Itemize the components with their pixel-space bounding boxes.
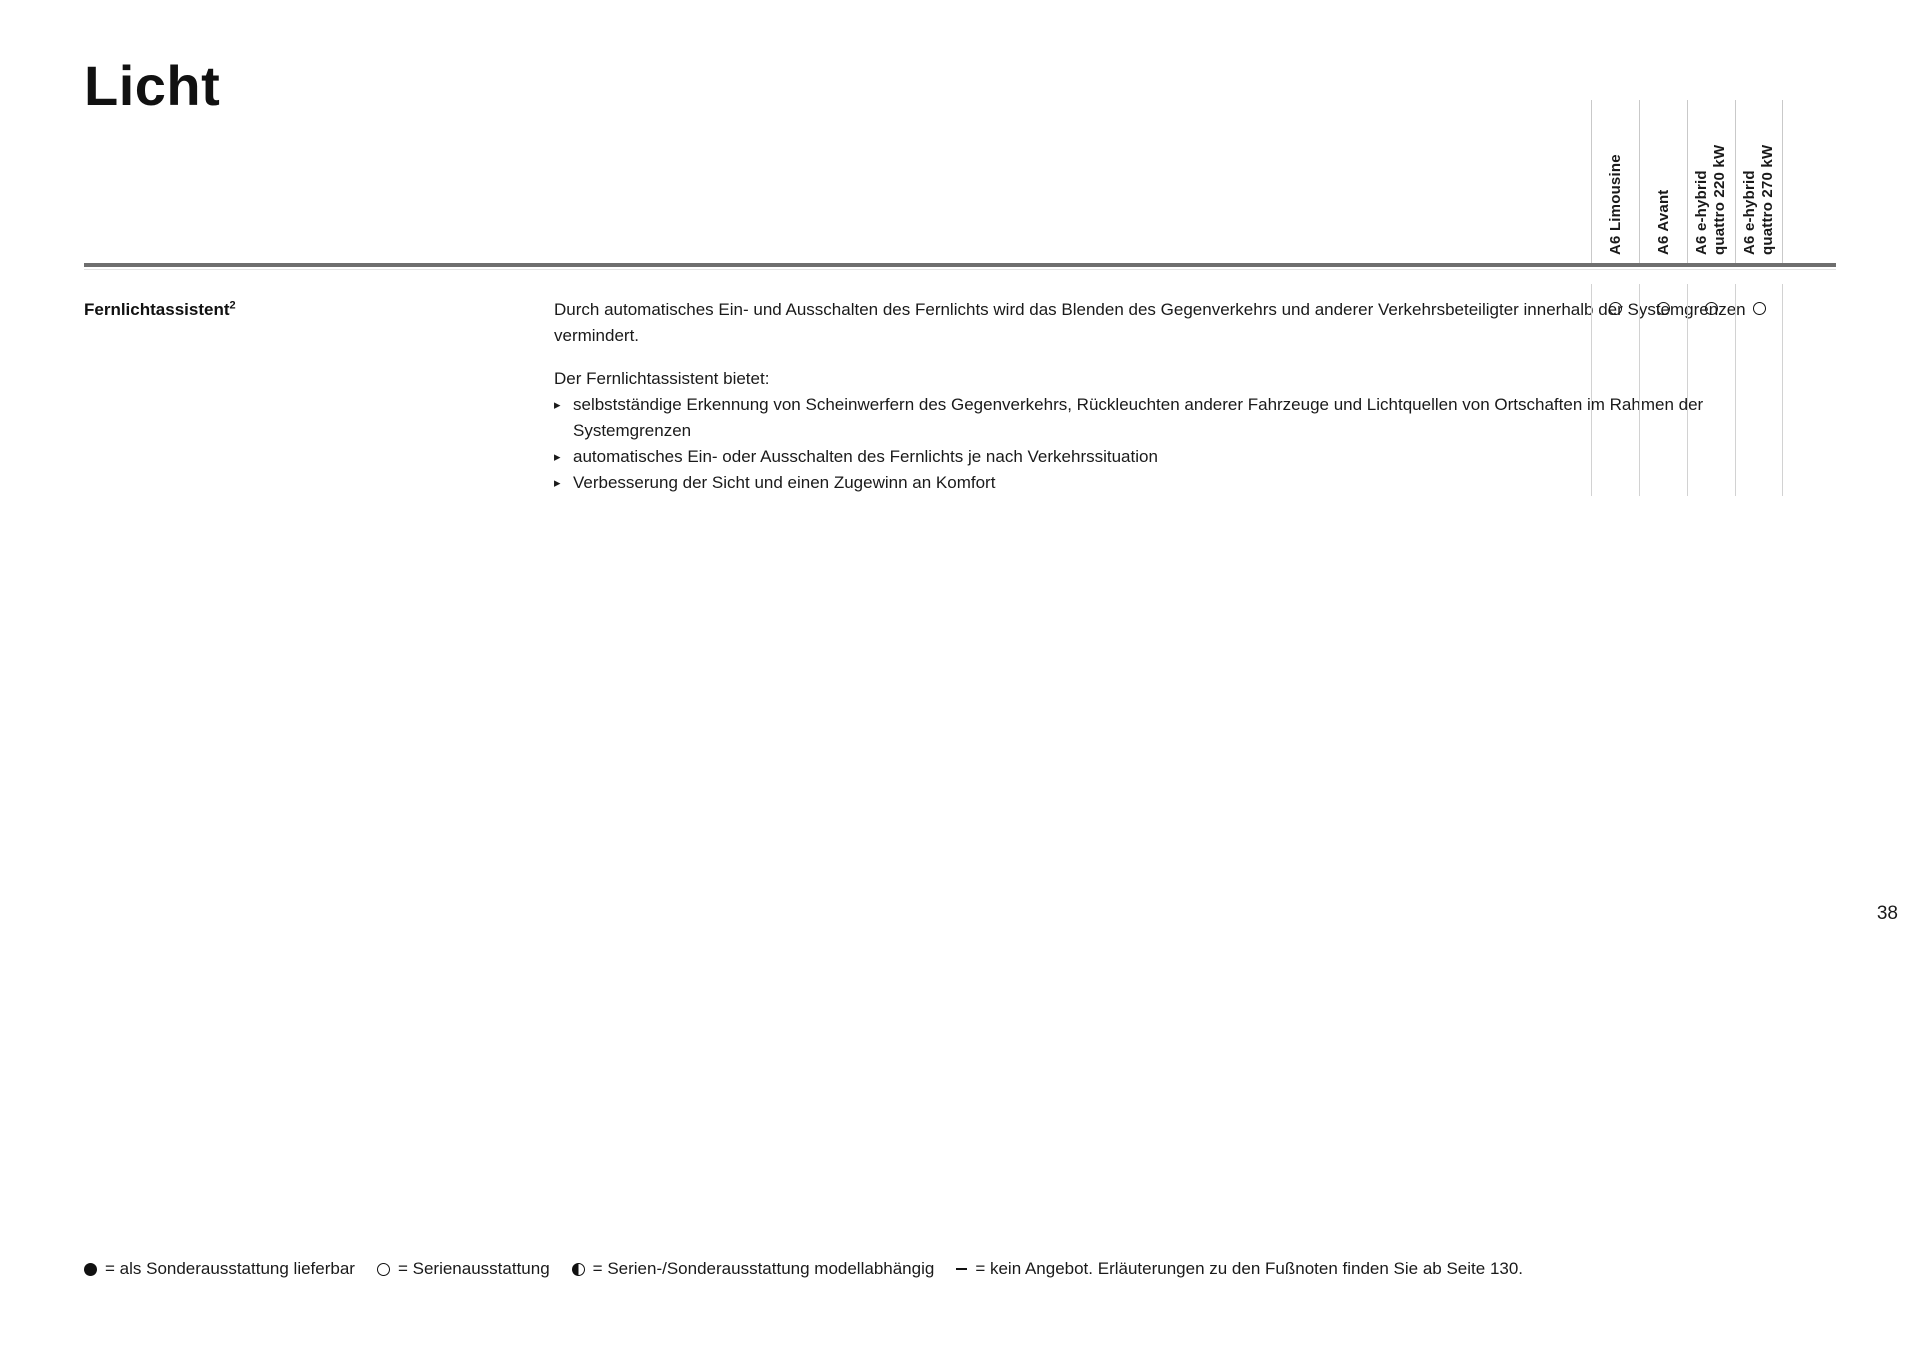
legend-item-label: = Serienausstattung [397, 1259, 550, 1278]
column-header-a6-e-hybrid-270 [1735, 100, 1783, 263]
feature-list-intro: Der Fernlichtassistent bietet: [554, 369, 770, 388]
footnote-marker: 2 [229, 299, 236, 312]
list-item: ▸ Verbesserung der Sicht und einen Zugewinn an Komfort [554, 470, 1818, 496]
dash-icon [956, 1268, 967, 1270]
availability-marks [1591, 284, 1783, 496]
column-header-label: A6 Avant [1655, 189, 1672, 255]
mark-cell-a6-limousine [1591, 284, 1639, 496]
circle-half-icon [572, 1263, 585, 1276]
column-header-label: A6 e-hybrid quattro 270 kW [1741, 144, 1776, 255]
circle-open-icon [1657, 302, 1670, 315]
feature-name: Fernlichtassistent [84, 300, 230, 319]
circle-filled-icon [84, 1263, 97, 1276]
legend-item-label: = als Sonderausstattung lieferbar [105, 1259, 355, 1278]
legend-item-standard-equipment [377, 1258, 550, 1280]
list-item: ▸ selbstständige Erkennung von Scheinwerfern des Gegenverkehrs, Rückleuchten anderer Fahrzeuge und Lichtquellen von Ortschaften im Rahmen der Systemgrenzen [554, 392, 1818, 444]
list-item: ▸ automatisches Ein- oder Ausschalten des Fernlichts je nach Verkehrssituation [554, 444, 1818, 470]
feature-name-cell [84, 284, 554, 322]
feature-description: Durch automatisches Ein- und Ausschalten des Fernlichts wird das Blenden des Gegenverkehrs und anderer Verkehrsbeteiligter innerhalb der Systemgrenzen vermindert. [554, 300, 1746, 345]
page-number: 38 [1876, 903, 1898, 924]
circle-open-icon [377, 1263, 390, 1276]
legend-item-model-dependent [572, 1258, 935, 1280]
legend-item-not-available [956, 1258, 1523, 1280]
legend [84, 1258, 1545, 1280]
mark-cell-a6-e-hybrid-220 [1687, 284, 1735, 496]
table-row [84, 284, 1836, 496]
circle-open-icon [1609, 302, 1622, 315]
column-header-label: A6 Limousine [1607, 154, 1624, 255]
table-column-headers [1591, 100, 1783, 263]
header-rule-thick [84, 263, 1836, 267]
column-header-a6-avant [1639, 100, 1687, 263]
header-rule-thin [84, 269, 1836, 270]
column-header-a6-e-hybrid-220 [1687, 100, 1735, 263]
circle-open-icon [1753, 302, 1766, 315]
legend-item-label: = kein Angebot. Erläuterungen zu den Fußnoten finden Sie ab Seite 130. [975, 1259, 1524, 1278]
page-title: Licht [84, 54, 221, 117]
legend-item-label: = Serien-/Sonderausstattung modellabhängig [592, 1259, 935, 1278]
mark-cell-a6-avant [1639, 284, 1687, 496]
circle-open-icon [1705, 302, 1718, 315]
column-header-label: A6 e-hybrid quattro 220 kW [1693, 144, 1728, 255]
legend-item-special-equipment [84, 1258, 355, 1280]
mark-cell-a6-e-hybrid-270 [1735, 284, 1783, 496]
column-header-a6-limousine [1591, 100, 1639, 263]
spec-table-body [84, 284, 1836, 496]
